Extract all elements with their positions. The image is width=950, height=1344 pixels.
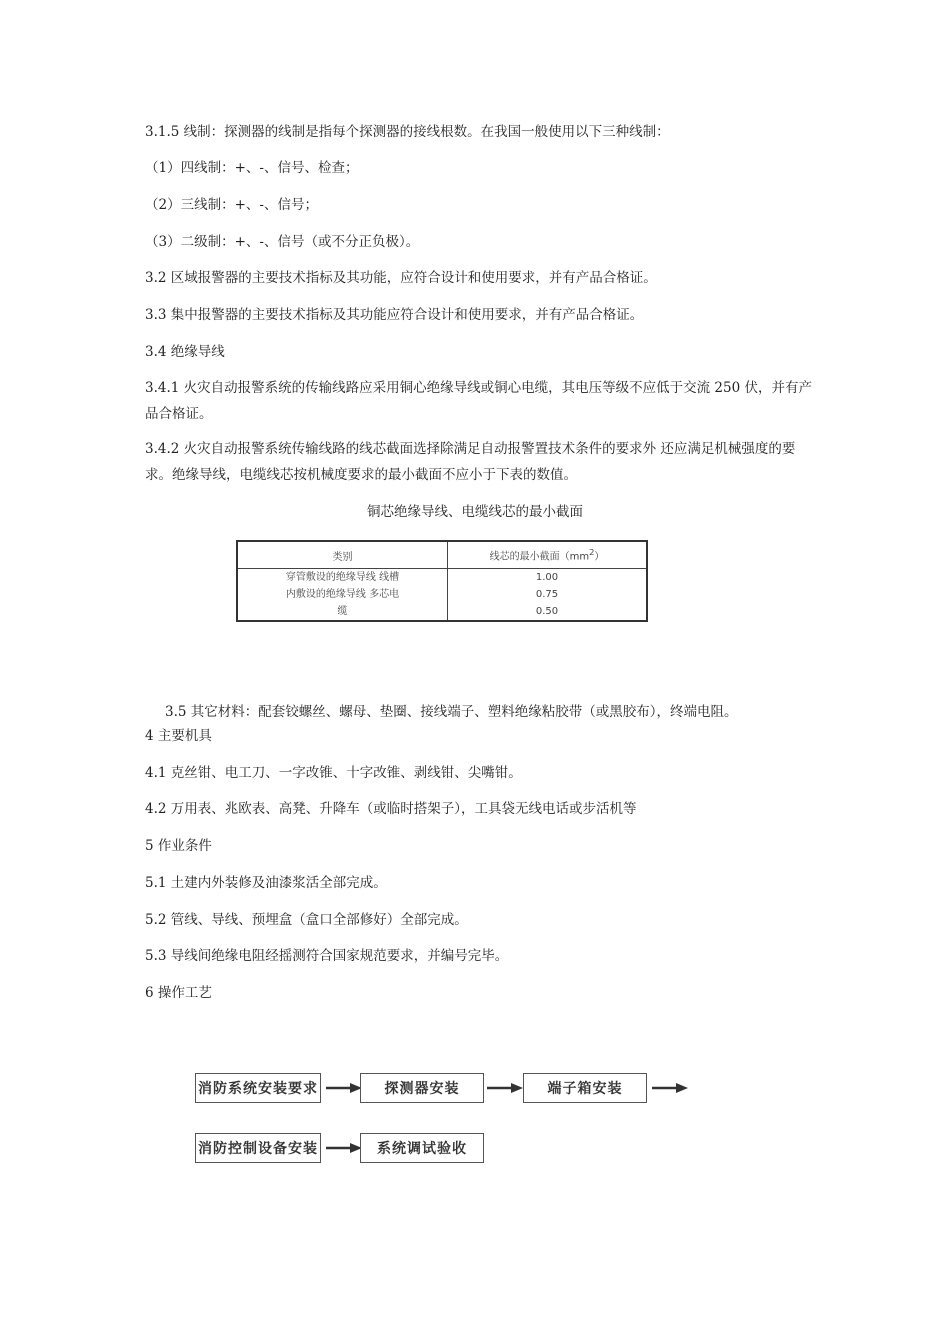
table-header-size-text: 线芯的最小截面（mm: [489, 551, 590, 563]
paragraph-3-3: 3.3 集中报警器的主要技术指标及其功能应符合设计和使用要求，并有产品合格证。: [145, 307, 644, 323]
flow-arrow-icon: [326, 1142, 362, 1154]
min-cross-section-table: [236, 540, 648, 622]
table-cell-types: [237, 569, 448, 622]
flow-arrow-icon: [652, 1082, 688, 1094]
type-line: 穿管敷设的绝缘导线 线槽: [285, 572, 400, 583]
flow-step-terminal-box-install: 端子箱安装: [523, 1073, 647, 1103]
paragraph-4-2: 4.2 万用表、兆欧表、高凳、升降车（或临时搭架子），工具袋无线电话或步活机等: [145, 801, 637, 817]
flow-step-requirements: 消防系统安装要求: [195, 1073, 321, 1103]
paragraph-3-4-1: 3.4.1 火灾自动报警系统的传输线路应采用铜心绝缘导线或铜心电缆，其电压等级不应低于交流 250 伏，并有产品合格证。: [145, 380, 812, 422]
paragraph-5-3: 5.3 导线间绝缘电阻经摇测符合国家规范要求，并编号完毕。: [145, 948, 509, 964]
heading-6: 6 操作工艺: [145, 985, 212, 1001]
flow-arrow-icon: [326, 1082, 362, 1094]
table-caption: 铜芯绝缘导线、电缆线芯的最小截面: [367, 504, 583, 520]
size-value: 0.75: [535, 589, 559, 600]
flow-step-detector-install: 探测器安装: [360, 1073, 484, 1103]
table-cell-sizes: [448, 569, 648, 622]
list-item-three-wire: （2）三线制：+、-、信号；: [145, 197, 318, 213]
type-line: 缆: [337, 606, 348, 617]
table-header-size-close: ）: [594, 551, 605, 563]
size-value: 1.00: [535, 572, 559, 583]
heading-4: 4 主要机具: [145, 728, 212, 744]
table-header-type: 类别: [237, 541, 448, 569]
list-item-two-wire: （3）二级制：+、-、信号（或不分正负极）。: [145, 234, 420, 250]
table-header-size-sup: 2: [589, 547, 595, 558]
heading-5: 5 作业条件: [145, 838, 212, 854]
type-line: 内敷设的绝缘导线 多芯电: [285, 589, 400, 600]
flow-arrow-icon: [487, 1082, 523, 1094]
paragraph-3-2: 3.2 区域报警器的主要技术指标及其功能，应符合设计和使用要求，并有产品合格证。: [145, 270, 657, 286]
paragraph-3-1-5: 3.1.5 线制：探测器的线制是指每个探测器的接线根数。在我国一般使用以下三种线制：: [145, 124, 670, 140]
paragraph-3-5: 3.5 其它材料：配套铰螺丝、螺母、垫圈、接线端子、塑料绝缘粘胶带（或黑胶布），终端电阻。: [165, 704, 738, 720]
table-header-size: [448, 541, 648, 569]
paragraph-5-1: 5.1 土建内外装修及油漆浆活全部完成。: [145, 875, 387, 891]
paragraph-3-4-2: 3.4.2 火灾自动报警系统传输线路的线芯截面选择除满足自动报警置技术条件的要求外 还应满足机械强度的要求。绝缘导线，电缆线芯按机械度要求的最小截面不应小于下表的数值。: [145, 441, 796, 483]
heading-3-4: 3.4 绝缘导线: [145, 344, 225, 360]
size-value: 0.50: [535, 606, 559, 617]
list-item-four-wire: （1）四线制：+、-、信号、检查；: [145, 160, 359, 176]
paragraph-5-2: 5.2 管线、导线、预埋盒（盒口全部修好）全部完成。: [145, 912, 468, 928]
paragraph-4-1: 4.1 克丝钳、电工刀、一字改锥、十字改锥、剥线钳、尖嘴钳。: [145, 765, 522, 781]
flow-step-control-equipment-install: 消防控制设备安装: [195, 1133, 321, 1163]
flow-step-system-commissioning: 系统调试验收: [360, 1133, 484, 1163]
